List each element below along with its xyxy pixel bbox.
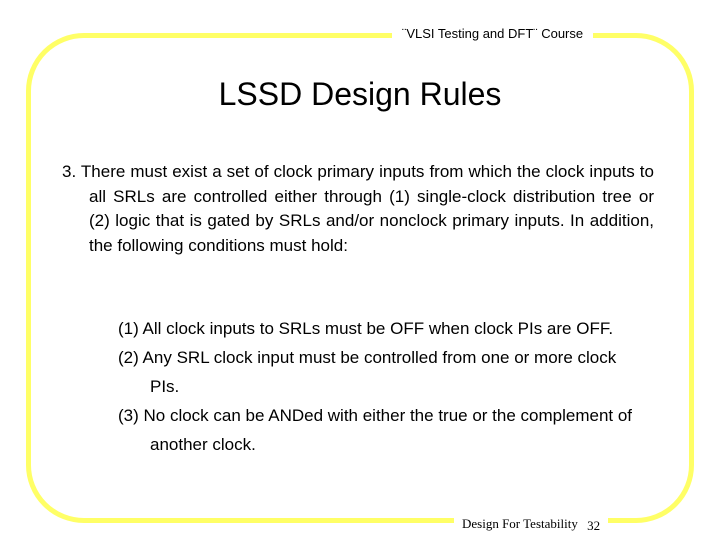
condition-item: (3) No clock can be ANDed with either the true or the complement of another clock. (118, 406, 633, 454)
rule-text: 3. There must exist a set of clock primary inputs from which the clock inputs to all SRLs are controlled either through (1) single-clock distribution tree or (2) logic that is gated by SRLs and/or nonclock primary inputs. In addition, the following conditions must hold: (62, 162, 654, 255)
slide-title: LSSD Design Rules (218, 76, 502, 112)
conditions-list (118, 314, 638, 459)
footer-label: Design For Testability (462, 516, 578, 531)
condition-item: (1) All clock inputs to SRLs must be OFF when clock PIs are OFF. (118, 319, 614, 338)
page-number: 32 (587, 518, 601, 533)
condition-item: (2) Any SRL clock input must be controlled from one or more clock PIs. (118, 348, 617, 396)
slide-footer (454, 516, 608, 532)
course-header: ¨VLSI Testing and DFT¨ Course (392, 26, 593, 41)
